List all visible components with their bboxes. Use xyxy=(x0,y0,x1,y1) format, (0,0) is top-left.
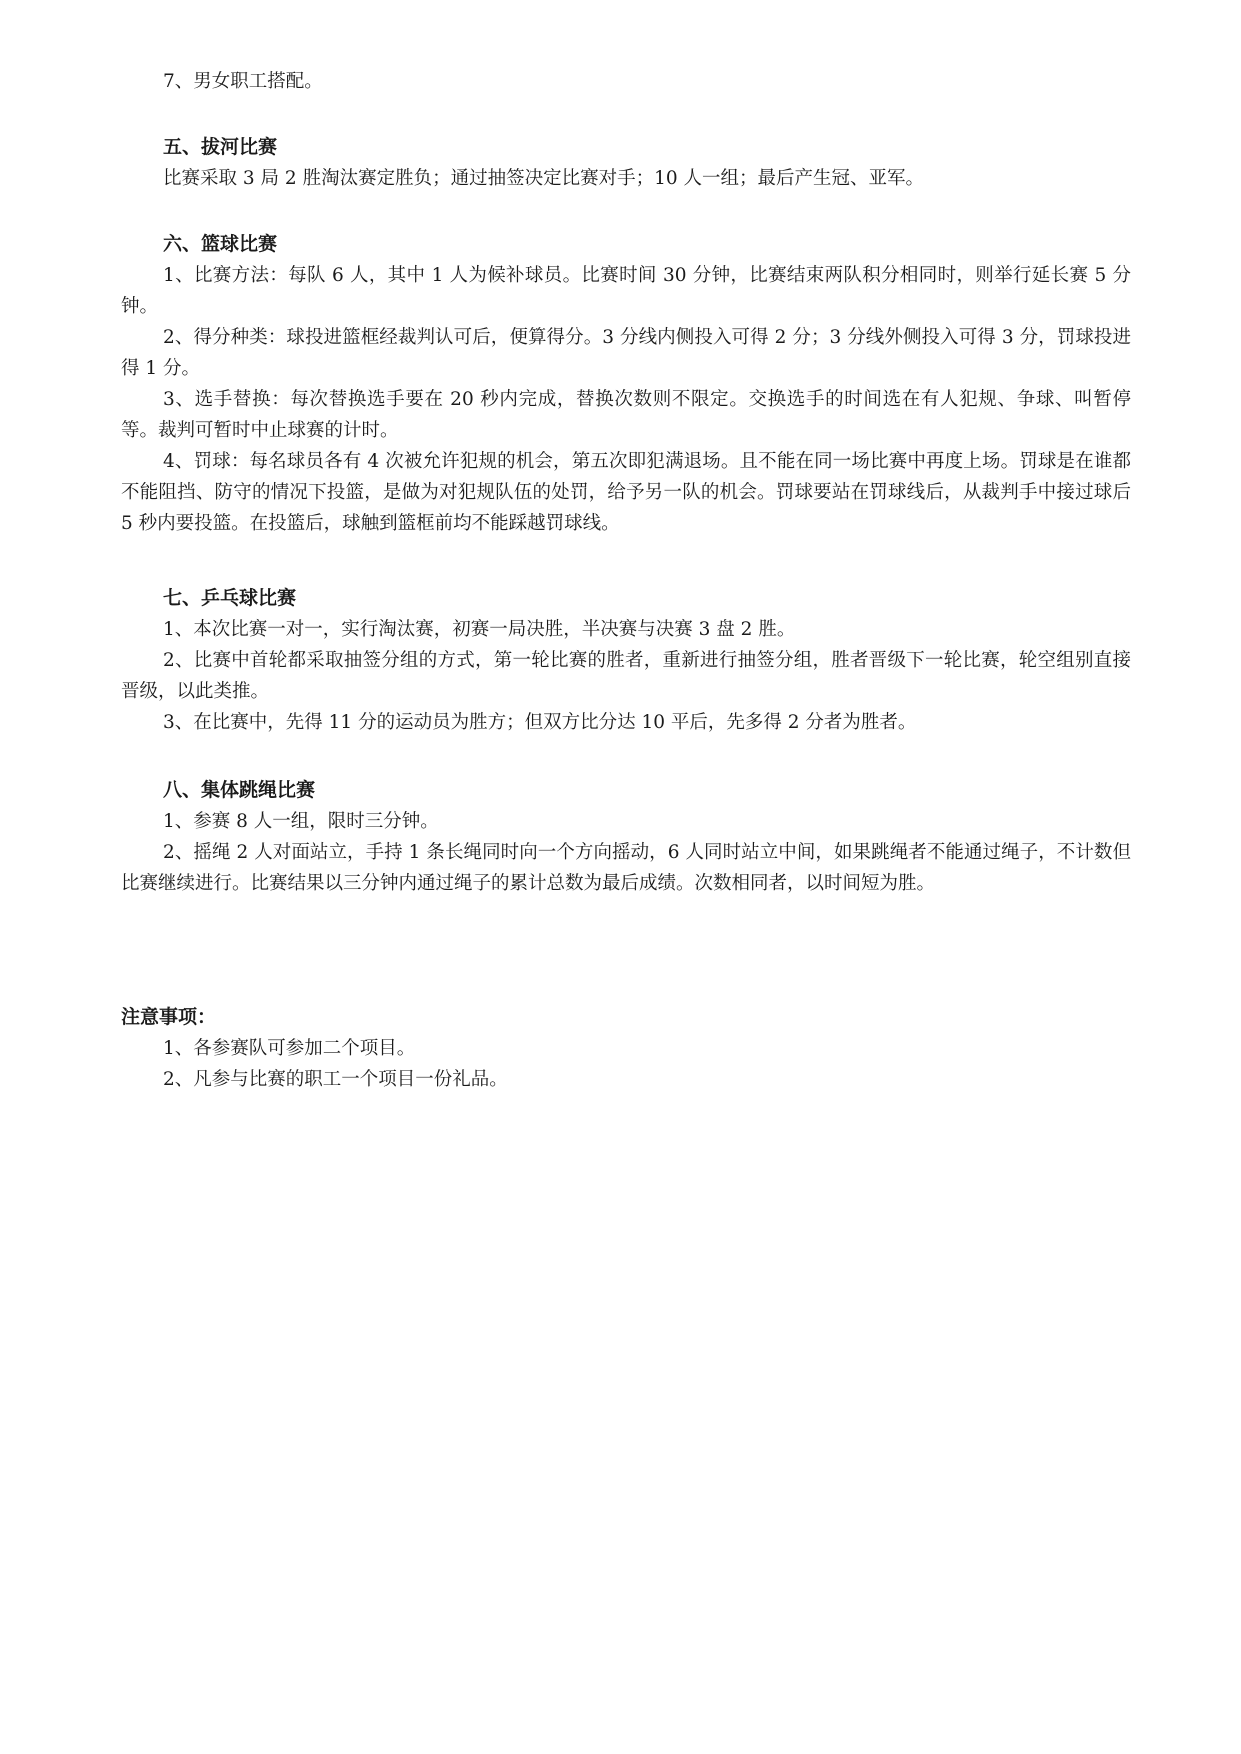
basketball-paragraph-2: 2、得分种类：球投进篮框经裁判认可后，便算得分。3 分线内侧投入可得 2 分；3 分线外侧投入可得 3 分，罚球投进得 1 分。 xyxy=(121,327,1131,379)
jump-rope-paragraph-1: 1、参赛 8 人一组，限时三分钟。 xyxy=(163,811,439,832)
jump-rope-paragraph-2: 2、摇绳 2 人对面站立，手持 1 条长绳同时向一个方向摇动，6 人同时站立中间，如果跳绳者不能通过绳子，不计数但比赛继续进行。比赛结果以三分钟内通过绳子的累计总数为最后成绩。次数相同者，以时间短为胜。 xyxy=(121,842,1131,894)
section-heading-table-tennis: 七、乒乓球比赛 xyxy=(163,587,297,609)
table-tennis-paragraph-3: 3、在比赛中，先得 11 分的运动员为胜方；但双方比分达 10 平后，先多得 2 分者为胜者。 xyxy=(163,712,917,733)
notes-item-2: 2、凡参与比赛的职工一个项目一份礼品。 xyxy=(163,1069,508,1090)
table-tennis-paragraph-1: 1、本次比赛一对一，实行淘汰赛，初赛一局决胜，半决赛与决赛 3 盘 2 胜。 xyxy=(163,619,796,640)
basketball-paragraph-3: 3、选手替换：每次替换选手要在 20 秒内完成，替换次数则不限定。交换选手的时间选在有人犯规、争球、叫暂停等。裁判可暂时中止球赛的计时。 xyxy=(121,389,1131,441)
tug-of-war-paragraph: 比赛采取 3 局 2 胜淘汰赛定胜负；通过抽签决定比赛对手；10 人一组；最后产生冠、亚军。 xyxy=(163,168,924,189)
section-heading-basketball: 六、篮球比赛 xyxy=(163,233,278,255)
list-item-7: 7、男女职工搭配。 xyxy=(163,71,323,92)
notes-heading: 注意事项： xyxy=(121,1006,217,1028)
basketball-paragraph-4: 4、罚球：每名球员各有 4 次被允许犯规的机会，第五次即犯满退场。且不能在同一场比赛中再度上场。罚球是在谁都不能阻挡、防守的情况下投篮，是做为对犯规队伍的处罚，给予另一队的机会。罚球要站在罚球线后，从裁判手中接过球后 5 秒内要投篮。在投篮后，球触到篮框前均不能踩越罚球线。 xyxy=(121,451,1131,534)
section-heading-tug-of-war: 五、拔河比赛 xyxy=(163,136,278,158)
section-heading-jump-rope: 八、集体跳绳比赛 xyxy=(163,779,316,801)
basketball-paragraph-1: 1、比赛方法：每队 6 人，其中 1 人为候补球员。比赛时间 30 分钟，比赛结束两队积分相同时，则举行延长赛 5 分钟。 xyxy=(121,265,1131,317)
table-tennis-paragraph-2: 2、比赛中首轮都采取抽签分组的方式，第一轮比赛的胜者，重新进行抽签分组，胜者晋级下一轮比赛，轮空组别直接晋级，以此类推。 xyxy=(121,650,1131,702)
notes-item-1: 1、各参赛队可参加二个项目。 xyxy=(163,1038,416,1059)
